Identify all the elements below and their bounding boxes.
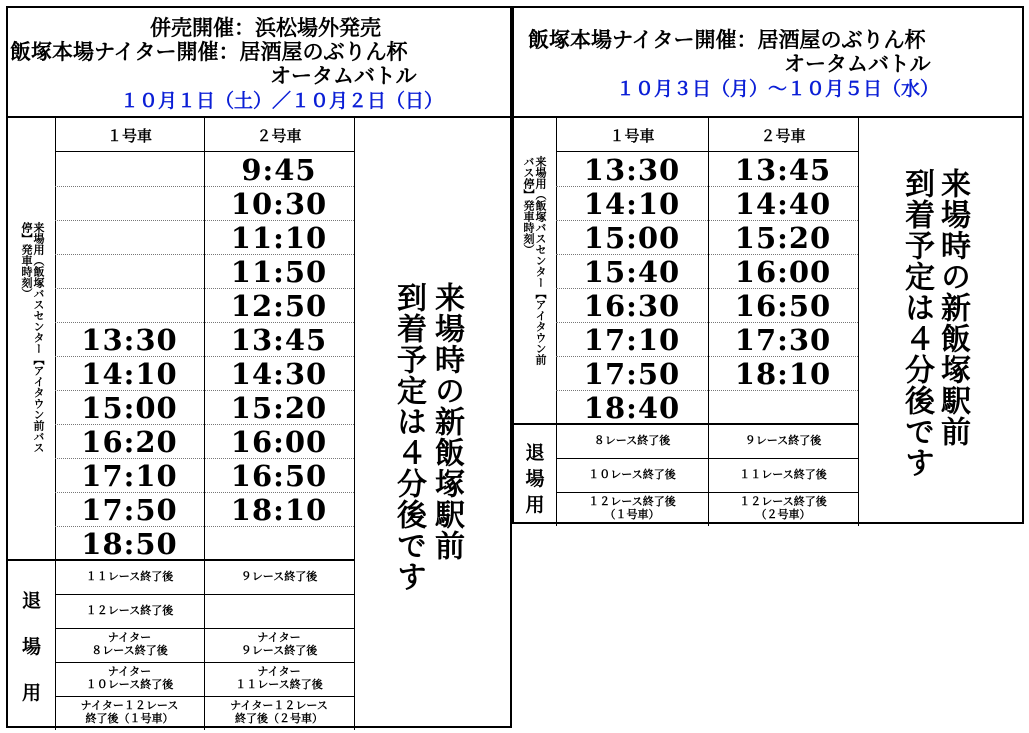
column-divider: [858, 118, 859, 526]
departure-time: 15:20: [734, 221, 832, 255]
return-departure: ナイター ８レース終了後: [91, 631, 168, 657]
return-departure: ８レース終了後: [593, 434, 671, 447]
section-divider: [514, 423, 858, 425]
departure-time: 16:50: [734, 289, 832, 323]
return-departure: １１レース終了後: [739, 468, 827, 481]
return-departure: １０レース終了後: [588, 468, 676, 481]
departure-time: 16:50: [230, 459, 328, 493]
departure-time: 17:50: [583, 357, 681, 391]
return-departure: ９レース終了後: [744, 434, 822, 447]
return-section-label: 退: [525, 442, 545, 464]
header-line-3: オータムバトル: [270, 63, 417, 88]
timetable-oct-1-2: [6, 6, 512, 728]
departure-time: 15:20: [230, 391, 328, 425]
departure-time: 15:00: [81, 391, 178, 425]
arrival-note: 来場時の新飯塚駅前: [935, 168, 970, 447]
departure-time: 17:10: [81, 459, 178, 493]
departure-time: 17:30: [734, 323, 832, 357]
return-departure: ナイター １１レース終了後: [235, 665, 323, 691]
return-departure: １２レース終了後 （２号車）: [739, 495, 827, 521]
header-dates: １０月３日（月）～１０月５日（水）: [616, 78, 940, 100]
arrival-note: 来場時の新飯塚駅前: [429, 282, 464, 561]
header-line-1: 併売開催：浜松場外発売: [150, 15, 381, 40]
header-line-2: 飯塚本場ナイター開催：居酒屋のぶりん杯: [10, 39, 408, 64]
departure-time: 15:40: [583, 255, 681, 289]
return-departure: ナイター ９レース終了後: [240, 631, 318, 657]
departure-time: 18:40: [583, 391, 681, 425]
departure-time: 10:30: [230, 187, 328, 221]
departure-time: 16:20: [81, 425, 178, 459]
return-section-label: 用: [21, 682, 41, 704]
header-dates: １０月１日（土）／１０月２日（日）: [120, 90, 444, 112]
departure-time: 11:10: [230, 221, 328, 255]
row-divider: [556, 458, 858, 459]
header-line-1: 飯塚本場ナイター開催：居酒屋のぶりん杯: [528, 27, 926, 52]
departure-time: 18:10: [734, 357, 832, 391]
departure-time: 11:50: [230, 255, 328, 289]
column-header-car-1: １号車: [609, 127, 655, 145]
return-departure: １１レース終了後: [85, 570, 174, 583]
return-section-label: 退: [21, 590, 41, 612]
row-divider: [556, 492, 858, 493]
timetable-header: [514, 8, 1022, 118]
departure-time: 16:30: [583, 289, 681, 323]
return-departure: １２レース終了後: [85, 604, 174, 617]
return-departure: ９レース終了後: [240, 570, 318, 583]
departure-time: 17:50: [81, 493, 178, 527]
row-divider: [55, 594, 354, 595]
column-divider: [354, 118, 355, 730]
return-section-label: 場: [21, 636, 41, 658]
return-section-label: 用: [525, 494, 545, 516]
return-section-label: 場: [525, 468, 545, 490]
return-departure: ナイター１２レース 終了後（１号車）: [80, 699, 179, 725]
departure-time: 14:10: [81, 357, 178, 391]
departure-time: 13:30: [81, 323, 178, 357]
departure-time: 16:00: [734, 255, 832, 289]
timetable-oct-3-5: [512, 6, 1024, 524]
column-header-car-2: ２号車: [256, 127, 302, 145]
departure-time: 9:45: [241, 153, 317, 187]
arrival-section-label: 来場用（飯塚バスセンター【アイタウン前バス停】発車時刻）: [522, 156, 547, 365]
timetable-header: [8, 8, 510, 118]
row-divider: [55, 662, 354, 663]
departure-time: 18:50: [81, 527, 178, 561]
departure-time: 13:45: [734, 153, 832, 187]
timetable-grid: [8, 118, 510, 726]
return-departure: ナイター １０レース終了後: [85, 665, 174, 691]
row-divider: [55, 628, 354, 629]
departure-time: 14:10: [583, 187, 681, 221]
return-departure: ナイター１２レース 終了後（２号車）: [230, 699, 328, 725]
departure-time: 15:00: [583, 221, 681, 255]
departure-time: 12:50: [230, 289, 328, 323]
header-line-2: オータムバトル: [784, 51, 931, 76]
departure-time: 18:10: [230, 493, 328, 527]
departure-time: 16:00: [230, 425, 328, 459]
departure-time: 14:30: [230, 357, 328, 391]
departure-time: 14:40: [734, 187, 832, 221]
row-divider: [55, 151, 354, 152]
row-divider: [55, 696, 354, 697]
return-departure: １２レース終了後 （１号車）: [588, 495, 676, 521]
arrival-note: 到着予定は４分後です: [899, 168, 934, 478]
departure-time: 13:30: [583, 153, 681, 187]
row-divider: [556, 151, 858, 152]
arrival-note: 到着予定は４分後です: [391, 282, 426, 592]
column-header-car-1: １号車: [106, 127, 152, 145]
departure-time: 17:10: [583, 323, 681, 357]
timetable-grid: [514, 118, 1022, 522]
departure-time: 13:45: [230, 323, 328, 357]
column-header-car-2: ２号車: [760, 127, 806, 145]
arrival-section-label: 来場用（飯塚バスセンター【アイタウン前バス停】発車時刻）: [20, 222, 45, 453]
section-divider: [8, 559, 354, 561]
